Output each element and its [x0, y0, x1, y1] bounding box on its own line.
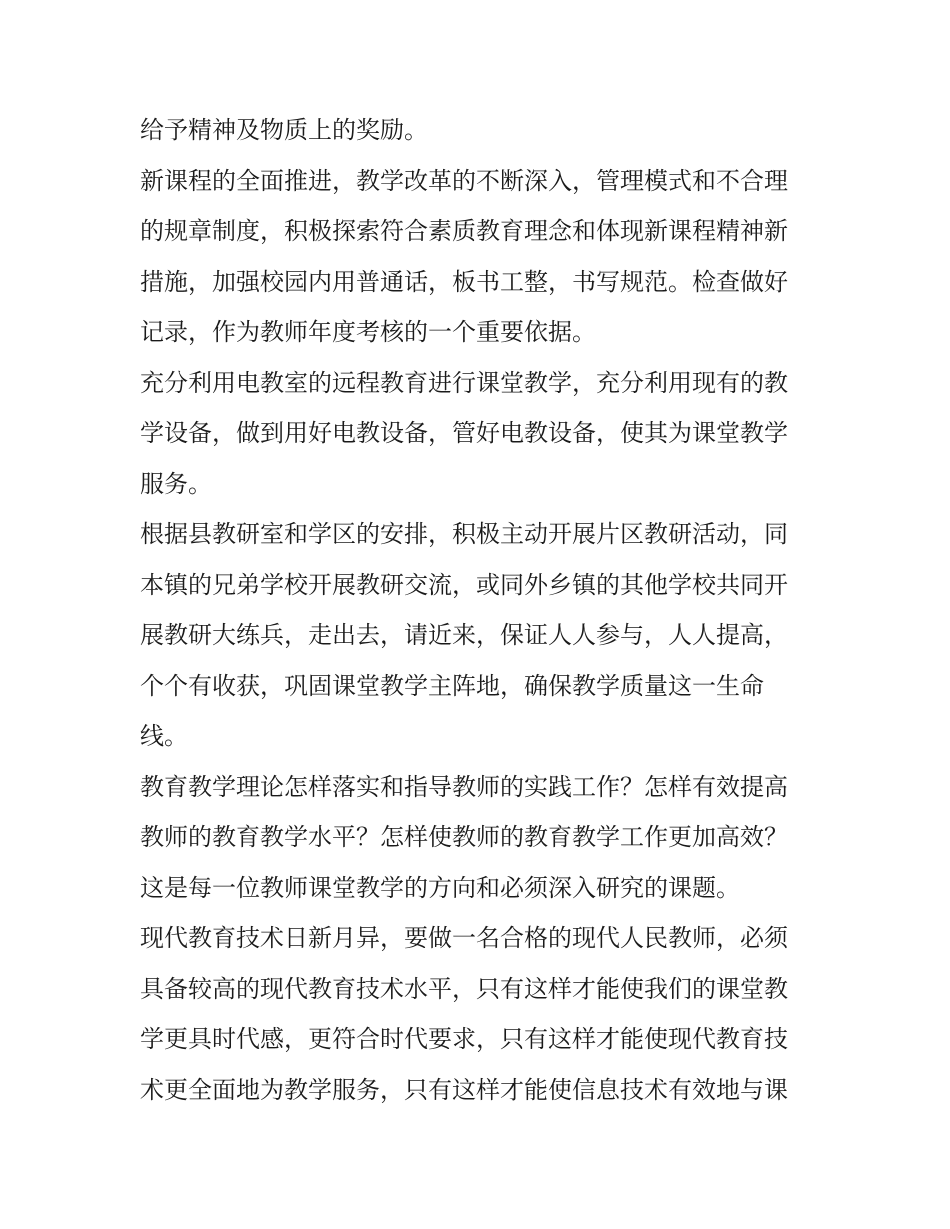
- text-line: 学设备，做到用好电教设备，管好电教设备，使其为课堂教学: [140, 419, 788, 447]
- text-line: 措施，加强校园内用普通话，板书工整，书写规范。检查做好: [140, 267, 788, 296]
- text-line: 展教研大练兵，走出去，请近来，保证人人参与，人人提高，: [140, 621, 788, 649]
- text-line: 个个有收获，巩固课堂教学主阵地，确保教学质量这一生命: [140, 671, 764, 700]
- text-line: 术更全面地为教学服务，只有这样才能使信息技术有效地与课: [140, 1075, 788, 1104]
- text-line: 根据县教研室和学区的安排，积极主动开展片区教研活动，同: [140, 520, 788, 548]
- text-line: 这是每一位教师课堂教学的方向和必须深入研究的课题。: [140, 873, 740, 902]
- document-body: [140, 105, 812, 1115]
- text-line: 服务。: [140, 469, 212, 498]
- text-line: 教师的教育教学水平？怎样使教师的教育教学工作更加高效？: [140, 823, 788, 851]
- text-line: 给予精神及物质上的奖励。: [140, 116, 428, 144]
- text-line: 本镇的兄弟学校开展教研交流，或同外乡镇的其他学校共同开: [140, 570, 788, 599]
- text-line: 学更具时代感，更符合时代要求，只有这样才能使现代教育技: [140, 1025, 788, 1053]
- text-line: 记录，作为教师年度考核的一个重要依据。: [140, 318, 596, 346]
- text-line: 线。: [140, 722, 188, 750]
- text-line: 具备较高的现代教育技术水平，只有这样才能使我们的课堂教: [140, 974, 788, 1003]
- text-line: 现代教育技术日新月异，要做一名合格的现代人民教师，必须: [140, 924, 788, 952]
- text-line: 新课程的全面推进，教学改革的不断深入，管理模式和不合理: [140, 166, 788, 195]
- text-line: 教育教学理论怎样落实和指导教师的实践工作？怎样有效提高: [140, 772, 788, 801]
- text-line: 充分利用电教室的远程教育进行课堂教学，充分利用现有的教: [140, 368, 788, 397]
- text-line: 的规章制度，积极探索符合素质教育理念和体现新课程精神新: [140, 217, 788, 245]
